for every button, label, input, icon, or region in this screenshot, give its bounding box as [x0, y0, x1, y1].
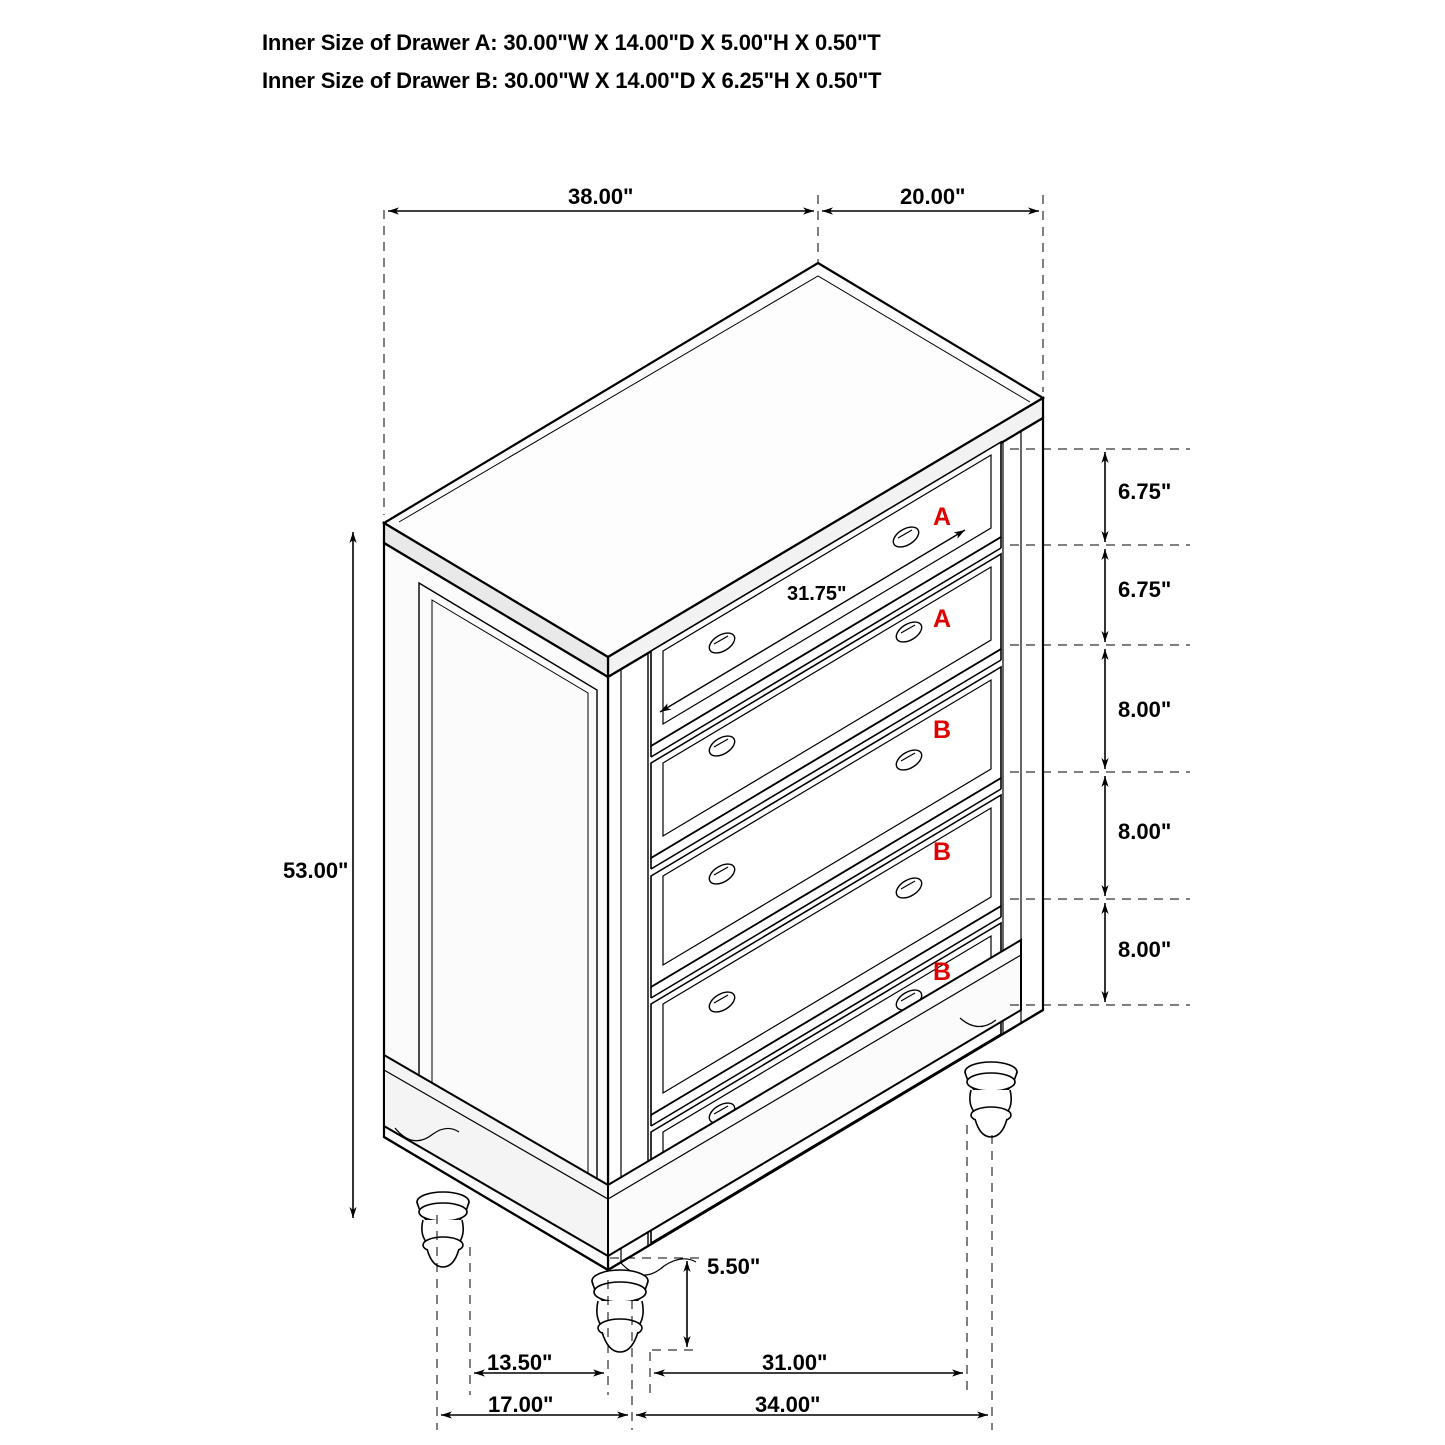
drawer-type-label-2: A	[933, 605, 952, 633]
dim-drawer-height-2-label: 6.75"	[1118, 577, 1172, 602]
drawer-a-inner-size-label: Inner Size of Drawer A: 30.00"W X 14.00"D X 5.00"H X 0.50"T	[262, 30, 881, 55]
dim-front-base-label: 34.00"	[755, 1392, 821, 1417]
dim-drawer-height-1-label: 6.75"	[1118, 479, 1172, 504]
dim-top-depth-label: 20.00"	[900, 184, 966, 209]
drawer-type-label-4: B	[933, 838, 952, 866]
dim-drawer-height-5-label: 8.00"	[1118, 937, 1172, 962]
dim-drawer-height-3-label: 8.00"	[1118, 697, 1172, 722]
dim-overall-height-label: 53.00"	[283, 858, 349, 883]
dim-front-base-inner-label: 31.00"	[762, 1350, 828, 1375]
dim-top-width-label: 38.00"	[568, 184, 634, 209]
drawer-type-label-1: A	[933, 503, 952, 531]
dim-foot-inset-label: 13.50"	[487, 1350, 553, 1375]
dim-leg-height-label: 5.50"	[707, 1254, 761, 1279]
drawer-b-inner-size-label: Inner Size of Drawer B: 30.00"W X 14.00"D X 6.25"H X 0.50"T	[262, 68, 882, 93]
drawer-type-label-3: B	[933, 716, 952, 744]
drawer-type-label-5: B	[933, 958, 952, 986]
dim-drawer-face-width-label: 31.75"	[787, 583, 847, 605]
dim-drawer-height-4-label: 8.00"	[1118, 819, 1172, 844]
dim-side-base-label: 17.00"	[488, 1392, 554, 1417]
